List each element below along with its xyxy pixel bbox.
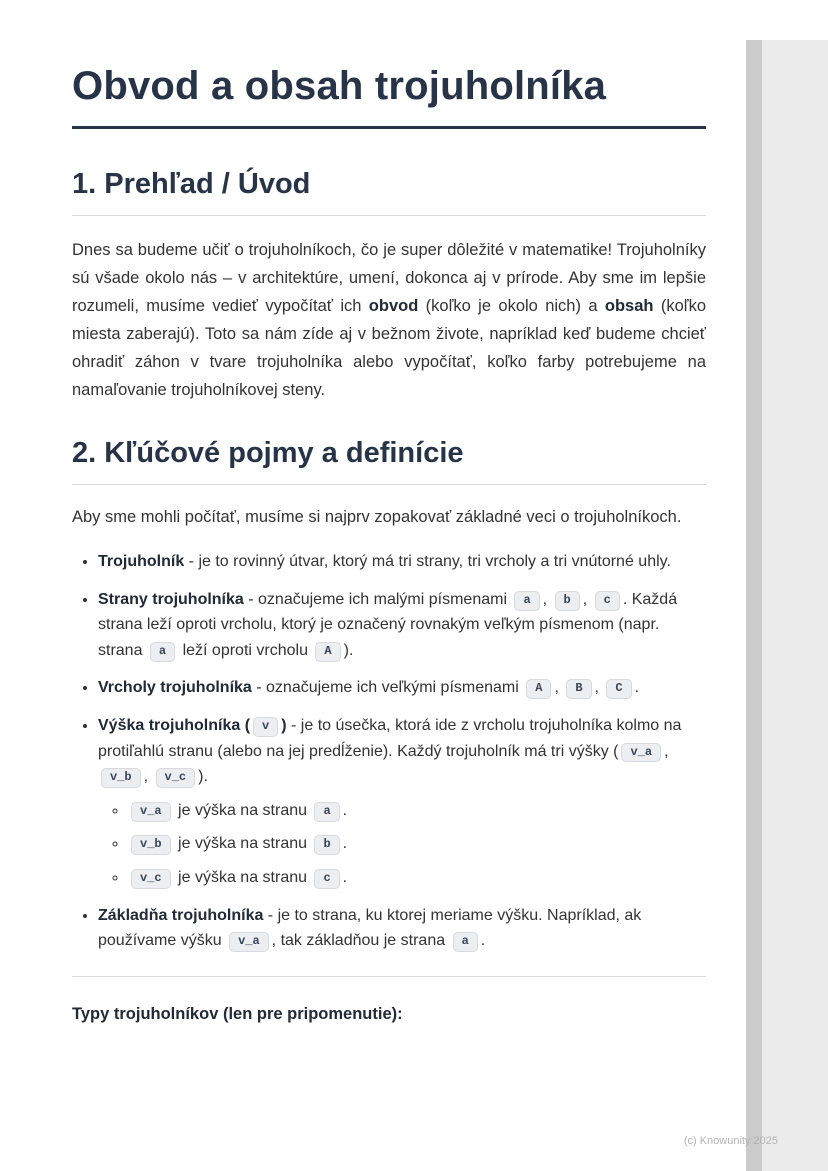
text-run: - označujeme ich malými písmenami — [243, 590, 512, 608]
inline-code-badge: b — [555, 591, 580, 611]
text-run: . Každá strana leží oproti vrcholu, ktorý je označený rovnakým veľkým písmenom (napr. strana — [98, 590, 678, 659]
section-definitions — [72, 438, 706, 1024]
list-item-text — [98, 591, 677, 659]
list-item — [98, 903, 706, 954]
bold-term: Strany trojuholníka — [98, 590, 244, 608]
inline-code-badge: v_a — [131, 802, 171, 822]
bold-term: obvod — [368, 296, 419, 315]
text-run: je výška na stranu — [173, 835, 312, 853]
text-run: . — [342, 801, 348, 819]
definitions-intro — [72, 503, 706, 531]
list-item-text — [98, 907, 641, 950]
inline-code-badge: v — [253, 717, 278, 737]
text-run: ). — [343, 641, 354, 659]
types-heading: Typy trojuholníkov (len pre pripomenutie): — [72, 1004, 403, 1023]
text-run: . — [342, 869, 348, 887]
sub-list-item-text — [128, 869, 347, 886]
copyright-notice: (c) Knowunity 2025 — [683, 1135, 778, 1147]
inline-code-badge: c — [314, 869, 339, 889]
text-run: ). — [198, 768, 208, 786]
inline-code-badge: v_c — [156, 768, 196, 788]
text-run: . — [634, 679, 640, 697]
page-edge — [746, 40, 828, 1171]
bold-term: Vrcholy trojuholníka — [98, 679, 252, 697]
sub-list-item-text — [128, 802, 347, 819]
sub-list-item — [128, 798, 706, 824]
text-run: leží oproti vrcholu — [178, 641, 313, 659]
section2-heading: 2. Kľúčové pojmy a definície — [72, 437, 464, 470]
text-run: je výška na stranu — [173, 869, 312, 887]
inline-code-badge: c — [595, 591, 620, 611]
inline-code-badge: a — [314, 802, 339, 822]
text-run: . — [342, 835, 348, 853]
list-item — [98, 675, 706, 701]
list-item-text — [98, 717, 681, 785]
text-run: - je to strana, ku ktorej meriame výšku. Napríklad, ak používame výšku — [98, 906, 642, 950]
text-run: . — [480, 932, 486, 950]
text-run: , — [594, 679, 604, 697]
bold-term: obsah — [604, 296, 654, 315]
scrollbar-track[interactable] — [746, 40, 762, 1171]
definitions-list — [72, 549, 706, 954]
inline-code-badge: b — [314, 835, 339, 855]
text-run: , — [582, 590, 592, 608]
section1-divider — [72, 215, 706, 216]
text-run: , — [554, 679, 564, 697]
bold-term: Výška trojuholníka ( — [98, 717, 251, 735]
text-run: (koľko miesta zaberajú). Toto sa nám zíde aj v bežnom živote, napríklad keď budeme chcieť ohradiť záhon v tvare trojuholníka alebo vypočítať, koľko farby potrebujeme na namaľovanie trojuholníkovej steny. — [72, 296, 706, 400]
intro-paragraph — [72, 236, 706, 404]
inline-code-badge: a — [514, 591, 539, 611]
inline-code-badge: v_a — [229, 932, 269, 952]
inline-code-badge: A — [526, 679, 551, 699]
inline-code-badge: a — [453, 932, 478, 952]
text-run: je výška na stranu — [173, 801, 312, 819]
list-item-text — [98, 553, 671, 570]
sub-list-item — [128, 831, 706, 857]
sub-list-item — [128, 865, 706, 891]
text-run: - je to úsečka, ktorá ide z vrcholu trojuholníka kolmo na protiľahlú stranu (alebo na jej predĺženie). Každý trojuholník má tri výšky ( — [98, 717, 682, 760]
text-run: Aby sme mohli počítať, musíme si najprv zopakovať základné veci o trojuholníkoch. — [72, 508, 682, 527]
text-run: , — [143, 768, 153, 786]
bold-term: Trojuholník — [98, 553, 185, 571]
bold-term: Základňa trojuholníka — [98, 906, 264, 924]
section2-divider — [72, 484, 706, 485]
text-run: - je to rovinný útvar, ktorý má tri strany, tri vrcholy a tri vnútorné uhly. — [184, 553, 671, 571]
title-divider — [72, 126, 706, 129]
inline-code-badge: A — [315, 642, 340, 662]
bold-term: ) — [281, 717, 287, 735]
text-run: - označujeme ich veľkými písmenami — [251, 679, 524, 697]
text-run: , — [664, 742, 669, 760]
section-intro — [72, 169, 706, 404]
content-divider — [72, 976, 706, 977]
text-run: , — [542, 590, 552, 608]
inline-code-badge: v_a — [621, 743, 661, 763]
inline-code-badge: v_c — [131, 869, 171, 889]
text-run: Dnes sa budeme učiť o trojuholníkoch, čo je super dôležité v matematike! Trojuholníky sú všade okolo nás – v architektúre, umení, dokonca aj v prírode. Aby sme im lepšie rozumeli, musíme vedieť vypočítať ich — [72, 240, 706, 315]
list-item — [98, 549, 706, 575]
sub-list — [98, 798, 706, 891]
document-content — [72, 0, 706, 1024]
inline-code-badge: C — [606, 679, 631, 699]
list-item — [98, 713, 706, 891]
text-run: (koľko je okolo nich) a — [418, 296, 605, 315]
sub-list-item-text — [128, 835, 347, 852]
section1-heading: 1. Prehľad / Úvod — [72, 168, 311, 200]
page-title: Obvod a obsah trojuholníka — [72, 64, 607, 108]
list-item — [98, 587, 706, 664]
inline-code-badge: a — [150, 642, 175, 662]
list-item-text — [98, 679, 639, 696]
inline-code-badge: v_b — [101, 768, 141, 788]
inline-code-badge: v_b — [131, 835, 171, 855]
inline-code-badge: B — [566, 679, 591, 699]
text-run: , tak základňou je strana — [271, 932, 450, 950]
